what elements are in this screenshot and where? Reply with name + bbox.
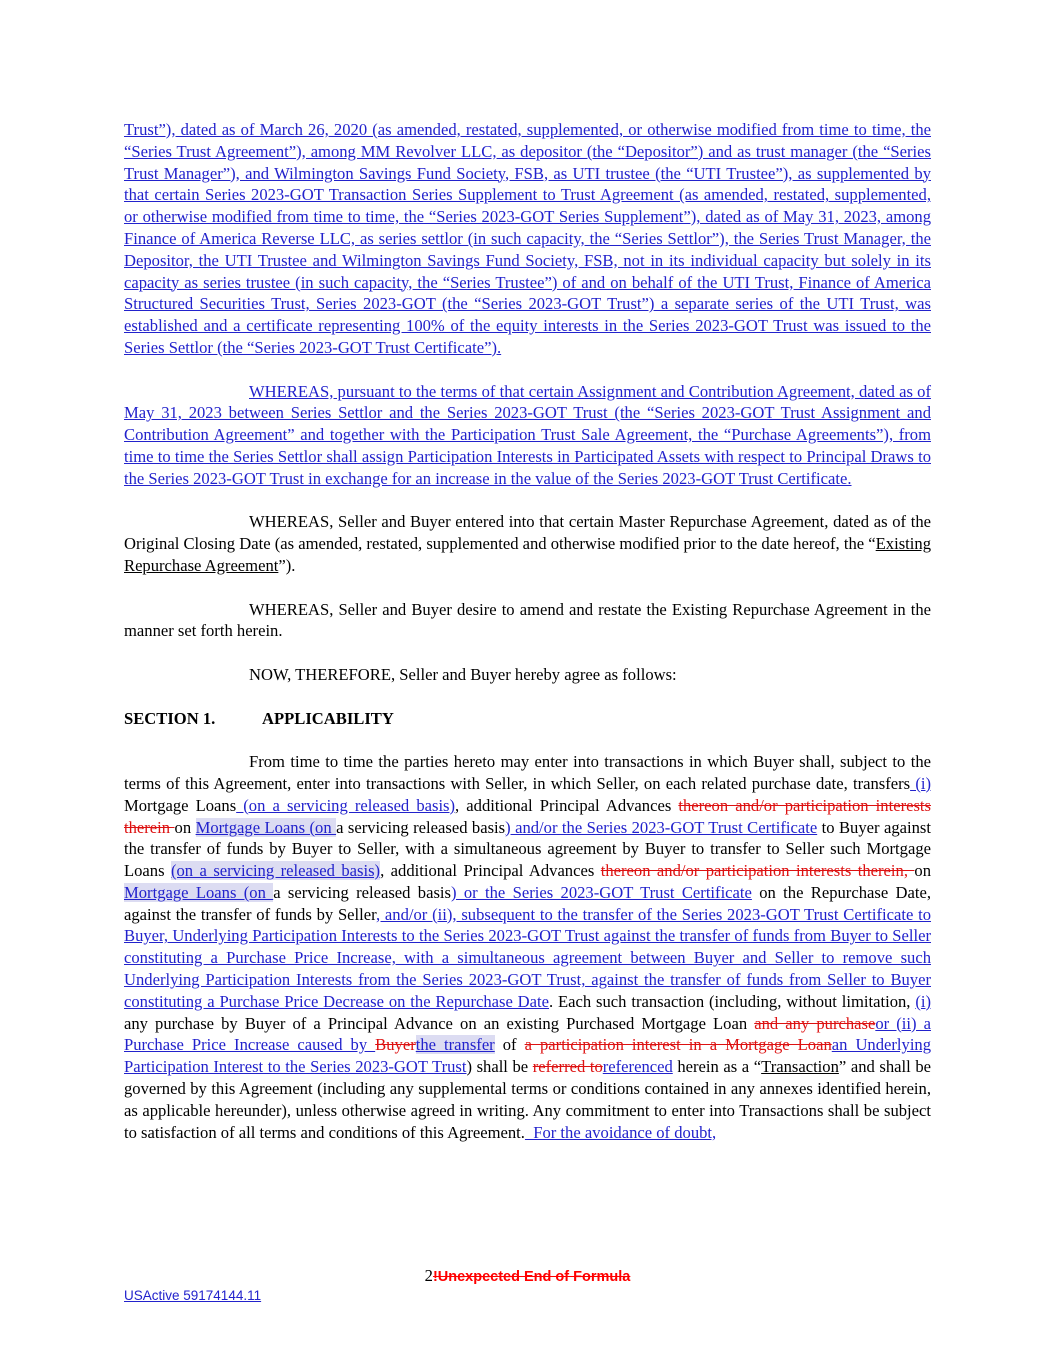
text-run: ”).: [278, 555, 296, 575]
text-run: WHEREAS, Seller and Buyer desire to amend and restate the Existing Repurchase Agreement in the manner set forth herein.: [124, 599, 931, 641]
text-run: on: [914, 861, 931, 881]
inserted-text-run: Trust”), dated as of March 26, 2020 (as amended, restated, supplemented, or otherwise modified from time to time, the “Series Trust Agreement”), among MM Revolver LLC, as depositor (the “Depositor”) and as trust manager (the “Series Trust Manager”), and Wilmington Savings Fund Society, FSB, as UTI trustee (the “UTI Trustee”), as supplemented by that certain Series 2023-GOT Transaction Series Supplement to Trust Agreement (as amended, restated, supplemented, or otherwise modified from time to time, the “Series 2023-GOT Series Supplement”), dated as of May 31, 2023, among Finance of America Reverse LLC, as series settlor (in such capacity, the “Series Settlor”), the Series Trust Manager, the Depositor, the UTI Trustee and Wilmington Savings Fund Society, FSB, not in its individual capacity but solely in its capacity as series trustee (in such capacity, the “Series Trustee”) of and on behalf of the UTI Trust, Finance of America Structured Securities Trust, Series 2023-GOT (the “Series 2023-GOT Trust”) a separate series of the UTI Trust, was established and a certificate representing 100% of the equity interests in the Series 2023-GOT Trust was issued to the Series Settlor (the “Series 2023-GOT Trust Certificate”).: [124, 120, 931, 357]
inserted-text-run: or (ii) a Purchase Price Increase caused by: [124, 1013, 931, 1055]
text-run: . Each such transaction (including, without limitation,: [549, 991, 916, 1011]
text-run: a servicing released basis: [336, 817, 506, 837]
deleted-text-run: and any purchase: [754, 1013, 876, 1033]
text-run: Transaction: [761, 1057, 839, 1077]
page-footer: [0, 1266, 1055, 1287]
inserted-text-run: Mortgage Loans (on: [124, 882, 274, 902]
text-run: to Buyer against the transfer of funds by Buyer to Seller, with a simultaneous agreement by Buyer to transfer to Seller such Mortgage Loans: [124, 817, 931, 881]
text-run: on: [174, 817, 196, 837]
inserted-text-run: Mortgage Loans (on: [195, 817, 337, 837]
text-run: ) shall be: [466, 1057, 533, 1077]
inserted-text-run: (i): [915, 991, 931, 1011]
footer-error-text: !Unexpected End of Formula: [432, 1269, 631, 1285]
paragraph-5: [124, 664, 931, 686]
paragraph-2: [124, 381, 931, 490]
text-run: NOW, THEREFORE, Seller and Buyer hereby agree as follows:: [249, 664, 677, 684]
document-body: [124, 119, 931, 1165]
inserted-text-run: ) or the Series 2023-GOT Trust Certificate: [450, 882, 752, 902]
text-run: , additional Principal Advances: [455, 795, 679, 815]
inserted-text-run: ) and/or the Series 2023-GOT Trust Certificate: [505, 817, 818, 837]
paragraph-4: [124, 599, 931, 643]
deleted-text-run: thereon and/or participation interests therein,: [600, 861, 915, 881]
text-run: Existing Repurchase Agreement: [124, 534, 931, 575]
text-run: on the Repurchase Date, against the transfer of funds by Seller: [124, 882, 931, 924]
inserted-text-run: the transfer: [415, 1035, 495, 1055]
inserted-text-run: referenced: [602, 1057, 673, 1077]
text-run: a servicing released basis: [273, 882, 451, 902]
text-run: Mortgage Loans: [124, 795, 237, 815]
paragraph-7: [124, 751, 931, 1143]
text-run: From time to time the parties hereto may enter into transactions in which Buyer shall, subject to the terms of this Agreement, enter into transactions with Seller, in which Seller, on each related purchase date, transfers: [124, 752, 931, 793]
deleted-text-run: referred to: [532, 1057, 603, 1077]
inserted-text-run: WHEREAS, pursuant to the terms of that certain Assignment and Contribution Agreement, dated as of May 31, 2023 between Series Settlor and the Series 2023-GOT Trust (the “Series 2023-GOT Trust Assignment and Contribution Agreement” and together with the Participation Trust Sale Agreement, the “Purchase Agreements”), from time to time the Series Settlor shall assign Participation Interests in Participated Assets with respect to Principal Draws to the Series 2023-GOT Trust in exchange for an increase in the value of the Series 2023-GOT Trust Certificate.: [124, 381, 931, 488]
paragraph-3: [124, 511, 931, 576]
inserted-text-run: , and/or (ii), subsequent to the transfer of the Series 2023-GOT Trust Certificate to Buyer, Underlying Participation Interests to the Series 2023-GOT Trust against the transfer of funds from Buyer to Seller constituting a Purchase Price Increase, with a simultaneous agreement between Buyer and Seller to remove such Underlying Participation Interests from the Series 2023-GOT Trust, against the transfer of funds from Seller to Buyer constituting a Purchase Price Decrease on the Repurchase Date: [124, 904, 932, 1011]
text-run: herein as a “: [672, 1057, 762, 1077]
inserted-text-run: (on a servicing released basis): [236, 795, 456, 815]
page-number: 2: [424, 1266, 433, 1285]
text-run: of: [494, 1035, 525, 1055]
text-run: any purchase by Buyer of a Principal Advance on an existing Purchased Mortgage Loan: [124, 1013, 755, 1033]
inserted-text-run: For the avoidance of doubt,: [524, 1122, 717, 1142]
inserted-text-run: (on a servicing released basis): [170, 861, 381, 881]
text-run: , additional Principal Advances: [380, 861, 601, 881]
deleted-text-run: thereon and/or participation interests therein: [124, 795, 931, 837]
text-run: ” and shall be governed by this Agreement (including any supplemental terms or conditions contained in any annexes identified herein, as applicable hereunder), unless otherwise agreed in writing. Any commitment to enter into Transactions shall be subject to satisfaction of all terms and conditions of this Agreement.: [124, 1057, 931, 1142]
paragraph-1: [124, 119, 931, 359]
doc-id: USActive 59174144.11: [124, 1288, 262, 1303]
section-heading: [124, 708, 931, 730]
deleted-text-run: Buyer: [375, 1035, 416, 1055]
section-title: APPLICABILITY: [262, 708, 394, 728]
inserted-text-run: (i): [910, 773, 931, 793]
section-number: SECTION 1.: [124, 708, 216, 728]
inserted-text-run: an Underlying Participation Interest to the Series 2023-GOT Trust: [124, 1035, 932, 1077]
deleted-text-run: a participation interest in a Mortgage Loan: [524, 1035, 832, 1055]
text-run: WHEREAS, Seller and Buyer entered into that certain Master Repurchase Agreement, dated as of the Original Closing Date (as amended, restated, supplemented and otherwise modified prior to the date hereof, the “: [124, 512, 931, 554]
